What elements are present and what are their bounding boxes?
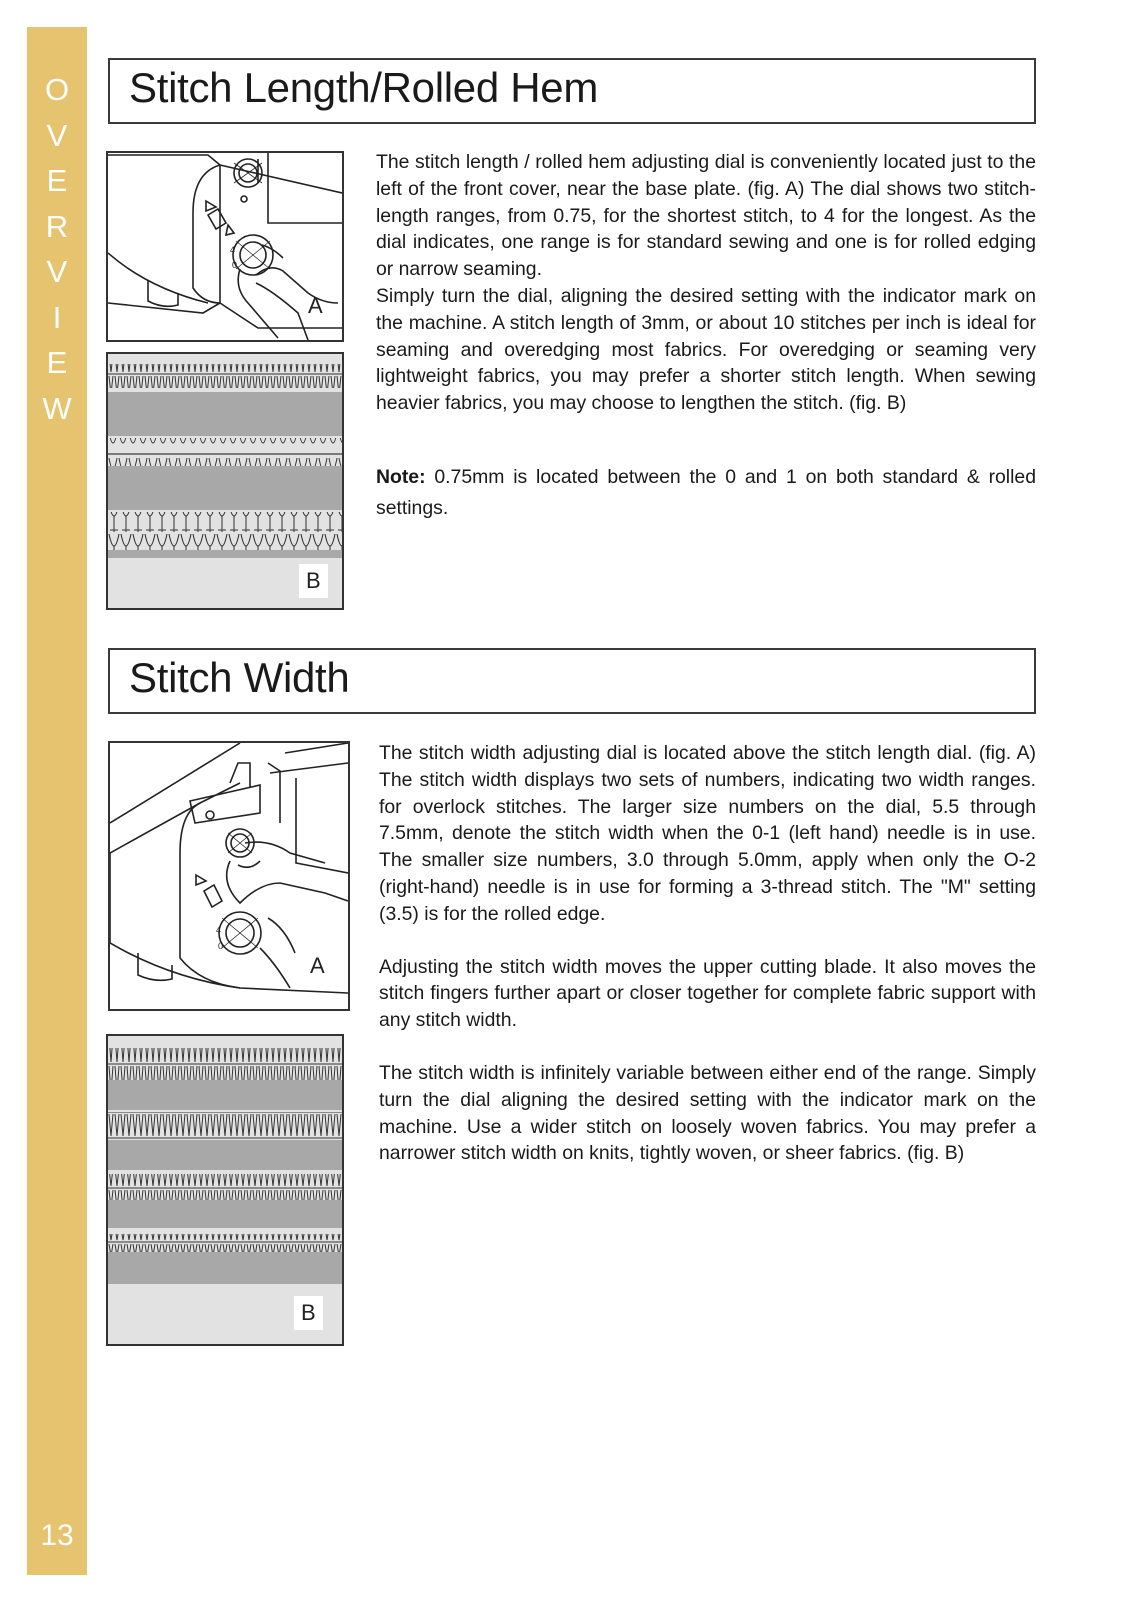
- section-heading-stitch-width: [108, 648, 1036, 714]
- svg-text:4: 4: [216, 925, 222, 935]
- figure-b-stitch-length-samples: [106, 352, 344, 610]
- note-label: Note:: [376, 466, 426, 488]
- sidebar-letter: V: [46, 254, 68, 289]
- figure-label: B: [294, 1296, 323, 1330]
- figure-a-stitch-length-dial: [106, 151, 344, 342]
- stitch-width-description: [379, 740, 1036, 1167]
- svg-text:0: 0: [218, 941, 224, 951]
- paragraph: Adjusting the stitch width moves the upper cutting blade. It also moves the stitch fingers further apart or closer together for complete fabric support with any stitch width.: [379, 955, 1036, 1032]
- svg-text:4: 4: [230, 245, 236, 255]
- paragraph: The stitch width adjusting dial is located above the stitch length dial. (fig. A) The stitch width displays two sets of numbers, indicating two width ranges. for overlock stitches. The larger size numbers on the dial, 5.5 through 7.5mm, denote the stitch width when the 0-1 (left hand) needle is in use. The smaller size numbers, 3.0 through 5.0mm, apply when only the O-2 (right-hand) needle is in use for forming a 3-thread stitch. The "M" setting (3.5) is for the rolled edge.: [379, 742, 1036, 925]
- note: [376, 462, 1036, 524]
- section-title: Stitch Length/Rolled Hem: [129, 64, 599, 111]
- paragraph: The stitch length / rolled hem adjusting dial is conveniently located just to the left of the front cover, near the base plate. (fig. A) The dial shows two stitch-length ranges, from 0.75, for the shortest stitch, to 4 for the longest. As the dial indicates, one range is for standard sewing and one is for rolled edging or narrow seaming.: [376, 151, 1036, 281]
- sidebar-section-title: [27, 67, 87, 431]
- note-text: 0.75mm is located between the 0 and 1 on both standard & rolled settings.: [376, 466, 1036, 519]
- sidebar-letter: V: [46, 117, 68, 153]
- paragraph: Simply turn the dial, aligning the desired setting with the indicator mark on the machine. A stitch length of 3mm, or about 10 stitches per inch is ideal for seaming and overedging most fabrics. For overedging or seaming very lightweight fabrics, you may prefer a shorter stitch length. When sewing heavier fabrics, you may choose to lengthen the stitch. (fig. B): [376, 284, 1036, 415]
- sidebar-tab: [27, 27, 87, 1575]
- sidebar-letter: W: [42, 390, 72, 426]
- page-number: 13: [40, 1519, 74, 1552]
- figure-label: B: [299, 564, 328, 598]
- sidebar-letter: R: [45, 208, 69, 244]
- sidebar-letter: O: [44, 72, 70, 107]
- figure-label: A: [308, 293, 323, 318]
- sidebar-letter: E: [46, 345, 68, 380]
- svg-text:0: 0: [232, 260, 238, 270]
- figure-b-stitch-width-samples: [106, 1034, 344, 1346]
- figure-label: A: [310, 953, 325, 978]
- section-heading-stitch-length: [108, 58, 1036, 124]
- stitch-length-description: [376, 149, 1036, 417]
- machine-dial-illustration: [108, 153, 342, 340]
- sidebar-letter: I: [52, 299, 62, 335]
- section-title: Stitch Width: [129, 654, 350, 701]
- paragraph: The stitch width is infinitely variable between either end of the range. Simply turn the dial aligning the desired setting with the indicator mark on the machine. Use a wider stitch on loosely woven fabrics. You may prefer a narrower stitch width on knits, tightly woven, or sheer fabrics. (fig. B): [379, 1061, 1036, 1165]
- figure-a-stitch-width-dial: [108, 741, 350, 1011]
- sidebar-letter: E: [46, 163, 68, 198]
